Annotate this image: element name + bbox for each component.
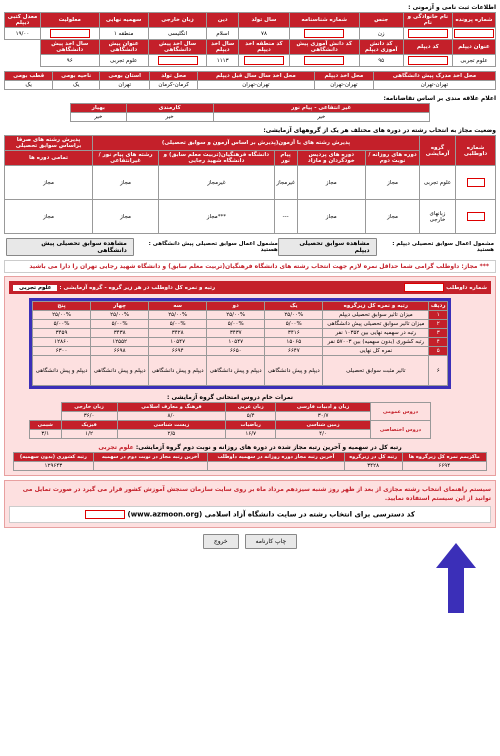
raw-general-label: دروس عمومی bbox=[371, 403, 431, 421]
results-cell-3-0: ۴ bbox=[429, 338, 448, 347]
interest-v-1: خیر bbox=[126, 113, 213, 122]
exit-button[interactable]: خروج bbox=[203, 534, 239, 549]
results-cell-1-2: ۵/۰۰% bbox=[265, 320, 323, 329]
col-group: گروه آزمایشی bbox=[420, 136, 456, 166]
col-id: شماره داوطلبی bbox=[456, 136, 496, 166]
results-cell-4-2: ۶۶۴۷ bbox=[265, 347, 323, 356]
lastrank-h-2: آخرین رتبه مجاز دوره روزانه در سهمیه داوطلب bbox=[208, 453, 345, 462]
diploma-label: مشمول اعمال سوابق تحصیلی دیپلم : هستید bbox=[392, 241, 494, 253]
raw-gh-2: فرهنگ و معارف اسلامی bbox=[117, 403, 226, 412]
results-cell-3-1: رتبه کشوری (بدون سهمیه) بین ۵۷۰۰۳ نفر bbox=[323, 338, 429, 347]
personal-h1-1: نام خانوادگی و نام bbox=[403, 13, 452, 28]
elig-val-0-4: مجاز bbox=[93, 166, 159, 200]
raw-sh-2: زیست شناسی bbox=[117, 421, 226, 430]
access-code-box bbox=[85, 510, 125, 519]
lastrank-v-0: ۶۶۹۴ bbox=[402, 462, 486, 471]
results-cell-2-0: ۳ bbox=[429, 329, 448, 338]
col-side: پذیرش رشته های صرفا براساس سوابق تحصیلی bbox=[5, 136, 93, 151]
footer-text: سیستم راهنمای انتخاب رشته مجازی از بعد از ظهر روز شنبه سیزدهم مرداد ماه بر روی سایت سازمان سنجش آموزش کشور قرار می گیرد در صورت تمایل می توانید از این سیستم استفاده نمایید. bbox=[22, 486, 491, 502]
personal-h1-6: زبان خارجی bbox=[148, 13, 207, 28]
results-cell-2-6: ۳۴۵۹ bbox=[33, 329, 91, 338]
personal-h2-2: کد دانش آموزی دیپلم bbox=[359, 40, 403, 55]
location-v-1: تهران-تهران bbox=[314, 81, 373, 90]
personal-title: اطلاعات ثبت نامی و آزمونی : bbox=[408, 4, 496, 11]
raw-sv-2: ۲/۵ bbox=[117, 430, 226, 439]
elig-val-0-1: مجاز bbox=[297, 166, 365, 200]
results-cell-2-4: ۳۴۲۸ bbox=[149, 329, 207, 338]
redacted-box bbox=[467, 212, 485, 221]
elig-sub-0: دوره های روزانه / نوبت دوم bbox=[366, 151, 420, 166]
raw-gv-0: ۳۰/۷ bbox=[276, 412, 371, 421]
location-h-0: محل اخذ مدرک پیش دانشگاهی bbox=[373, 72, 495, 81]
location-h-1: محل اخذ دیپلم bbox=[314, 72, 373, 81]
personal-h1-8: معلولیت bbox=[40, 13, 99, 28]
results-col-3: دو bbox=[207, 302, 265, 311]
personal-h1-7: سهمیه نهایی bbox=[99, 13, 148, 28]
results-col-1: رتبه و نمره کل زیرگروه bbox=[323, 302, 429, 311]
personal-h1-9: معدل کتبی دیپلم bbox=[5, 13, 41, 28]
elig-val-1-2: --- bbox=[274, 200, 297, 234]
personal-v1-1 bbox=[403, 28, 452, 40]
redacted-box bbox=[50, 29, 90, 38]
results-cell-1-6: ۵/۰۰% bbox=[33, 320, 91, 329]
last-rank-group: علوم تجربی bbox=[98, 444, 134, 451]
up-arrow-icon bbox=[436, 543, 476, 613]
interest-h-1: کارمندی bbox=[126, 104, 213, 113]
personal-h2-3: کد دانش آموزی پیش دانشگاهی bbox=[289, 40, 359, 55]
personal-h2-7: عنوان پیش دانشگاهی bbox=[99, 40, 148, 55]
table-row bbox=[33, 311, 448, 320]
results-cell-4-5: ۶۶۹۸ bbox=[91, 347, 149, 356]
personal-h1-2: جنس bbox=[359, 13, 403, 28]
results-table bbox=[29, 298, 451, 389]
eligibility-title: وضعیت مجاز به انتخاب رشته در دوره های مختلف هر یک از گروههای آزمایشی: bbox=[263, 127, 496, 134]
last-rank bbox=[13, 443, 487, 471]
personal-table bbox=[4, 12, 496, 67]
redacted-box bbox=[408, 56, 448, 65]
results-cell-4-6: ۶۳۰۰ bbox=[33, 347, 91, 356]
action-buttons bbox=[0, 534, 500, 549]
redacted-box bbox=[244, 56, 284, 65]
results-col-2: یک bbox=[265, 302, 323, 311]
location-h-2: محل اخذ سال سال قبل دیپلم bbox=[197, 72, 314, 81]
location-v-0: تهران-تهران bbox=[373, 81, 495, 90]
personal-v2-1 bbox=[403, 55, 452, 67]
elig-val-1-4: مجاز bbox=[93, 200, 159, 234]
redacted-box bbox=[467, 178, 485, 187]
raw-special-label: دروس اختصاصی bbox=[371, 421, 431, 439]
results-group: علوم تجربی bbox=[13, 285, 57, 291]
location-h-6: قطب بومی bbox=[5, 72, 53, 81]
results-cell-0-2: ۲۵/۰۰% bbox=[265, 311, 323, 320]
raw-sv-4: ۳/۱ bbox=[30, 430, 62, 439]
azmoon-link[interactable]: کد دسترسی برای انتخاب رشته در سایت دانشگاه آزاد اسلامی (www.azmoon.org) bbox=[127, 510, 415, 519]
results-cell-5-2: دیپلم و پیش دانشگاهی bbox=[265, 356, 323, 386]
table-row bbox=[33, 320, 448, 329]
interest-table bbox=[70, 103, 430, 122]
raw-sh-4: شیمی bbox=[30, 421, 62, 430]
results-cell-4-3: ۶۶۵۰ bbox=[207, 347, 265, 356]
results-panel bbox=[4, 276, 496, 476]
location-h-4: استان بومی bbox=[100, 72, 150, 81]
lastrank-h-0: ماکزیمم نمره کل زیرگروه ها bbox=[402, 453, 486, 462]
personal-v2-0: علوم تجربی bbox=[453, 55, 496, 67]
lastrank-v-4: ۱۲۹۶۴۳ bbox=[14, 462, 94, 471]
elig-sub-4: رشته های پیام نور / غیرانتفاعی bbox=[93, 151, 159, 166]
interest-v-2: خیر bbox=[71, 113, 127, 122]
raw-sh-0: زمین شناسی bbox=[276, 421, 371, 430]
results-header bbox=[9, 281, 491, 294]
personal-h2-5: سال اخذ دیپلم bbox=[207, 40, 239, 55]
personal-v1-8 bbox=[40, 28, 99, 40]
results-cell-5-5: دیپلم و پیش دانشگاهی bbox=[91, 356, 149, 386]
interest-v-0: خیر bbox=[213, 113, 429, 122]
table-row bbox=[33, 338, 448, 347]
results-cell-3-6: ۱۲۸۶۰ bbox=[33, 338, 91, 347]
raw-sv-0: ۴/۰ bbox=[276, 430, 371, 439]
raw-sv-1: ۱۶/۷ bbox=[226, 430, 276, 439]
location-v-3: کرمان-کرمان bbox=[150, 81, 197, 90]
raw-gh-1: زبان عربی bbox=[226, 403, 276, 412]
personal-h1-5: دین bbox=[207, 13, 239, 28]
elig-id-0 bbox=[456, 166, 496, 200]
raw-gv-2: ۸/۰ bbox=[117, 412, 226, 421]
personal-v2-3 bbox=[289, 55, 359, 67]
personal-v1-6: انگلیسی bbox=[148, 28, 207, 40]
results-title: رتبه و نمره کل داوطلب در هر زیر گروه - گروه آزمایشی : bbox=[59, 284, 216, 291]
personal-v1-3 bbox=[289, 28, 359, 40]
results-cell-1-5: ۵/۰۰% bbox=[91, 320, 149, 329]
table-row bbox=[33, 329, 448, 338]
redacted-box bbox=[454, 29, 494, 38]
elig-val-1-3: ***مجاز bbox=[159, 200, 275, 234]
elig-id-1 bbox=[456, 200, 496, 234]
personal-h2-1: کد دیپلم bbox=[403, 40, 452, 55]
redacted-box bbox=[304, 56, 344, 65]
lastrank-h-4: رتبه کشوری (بدون سهمیه) bbox=[14, 453, 94, 462]
table-row bbox=[33, 347, 448, 356]
results-cell-1-3: ۵/۰۰% bbox=[207, 320, 265, 329]
personal-v1-5: اسلام bbox=[207, 28, 239, 40]
location-h-3: محل تولد bbox=[150, 72, 197, 81]
results-cell-0-6: ۲۵/۰۰% bbox=[33, 311, 91, 320]
elig-side2: تمامی دوره ها bbox=[5, 151, 93, 166]
lastrank-v-2 bbox=[208, 462, 345, 471]
report-card bbox=[0, 3, 500, 756]
results-cell-3-5: ۱۲۵۵۲ bbox=[91, 338, 149, 347]
raw-sh-3: فیزیک bbox=[61, 421, 117, 430]
personal-v1-2: زن bbox=[359, 28, 403, 40]
personal-h1-0: شماره پرونده bbox=[453, 13, 496, 28]
last-rank-text: رتبه کل در سهمیه و آخرین رتبه مجاز شده در دوره های روزانه و نوبت دوم گروه آزمایشی: bbox=[135, 444, 402, 451]
results-cell-0-3: ۲۵/۰۰% bbox=[207, 311, 265, 320]
results-cell-3-3: ۱۰۵۴۷ bbox=[207, 338, 265, 347]
elig-sub-2: پیام نور bbox=[274, 151, 297, 166]
results-cell-3-4: ۱۰۵۴۷ bbox=[149, 338, 207, 347]
results-cell-3-2: ۱۵۰۶۵ bbox=[265, 338, 323, 347]
results-col-4: سه bbox=[149, 302, 207, 311]
personal-v2-7: علوم تجربی bbox=[99, 55, 148, 67]
results-cell-5-3: دیپلم و پیش دانشگاهی bbox=[207, 356, 265, 386]
results-cell-5-6: دیپلم و پیش دانشگاهی bbox=[33, 356, 91, 386]
results-cell-1-0: ۲ bbox=[429, 320, 448, 329]
eligibility-table bbox=[4, 135, 496, 234]
elig-val-1-0: مجاز bbox=[366, 200, 420, 234]
elig-val-0-3: غیرمجاز bbox=[159, 166, 275, 200]
results-cell-4-0: ۵ bbox=[429, 347, 448, 356]
results-cell-4-4: ۶۶۹۴ bbox=[149, 347, 207, 356]
results-cell-2-5: ۳۴۳۸ bbox=[91, 329, 149, 338]
personal-h2-6: سال اخذ پیش دانشگاهی bbox=[148, 40, 207, 55]
view-diploma-button[interactable]: مشاهده سوابق تحصیلی دیپلم bbox=[278, 238, 377, 256]
personal-v1-9: ۱۹/۰۰ bbox=[5, 28, 41, 40]
elig-name-0: علوم تجربی bbox=[420, 166, 456, 200]
view-prediploma-button[interactable]: مشاهده سوابق تحصیلی پیش دانشگاهی bbox=[6, 238, 134, 256]
id-label: شماره داوطلب bbox=[446, 285, 487, 291]
location-v-6: یک bbox=[5, 81, 53, 90]
location-v-5: یک bbox=[53, 81, 100, 90]
interest-title: اعلام علاقه مندی بر اساس تقاضانامه: bbox=[383, 95, 496, 102]
elig-sub-1: دوره های پردیس خودگردان و مازاد bbox=[297, 151, 365, 166]
results-cell-0-0: ۱ bbox=[429, 311, 448, 320]
results-cell-5-4: دیپلم و پیش دانشگاهی bbox=[149, 356, 207, 386]
results-col-6: پنج bbox=[33, 302, 91, 311]
elig-val-1-1: مجاز bbox=[297, 200, 365, 234]
table-row bbox=[33, 356, 448, 386]
results-cell-1-1: میزان تاثیر سوابق تحصیلی پیش دانشگاهی bbox=[323, 320, 429, 329]
personal-v2-4 bbox=[239, 55, 290, 67]
personal-v2-6 bbox=[148, 55, 207, 67]
elig-val-1-5: مجاز bbox=[5, 200, 93, 234]
personal-v2-5: ۱۱۱۳ bbox=[207, 55, 239, 67]
redacted-box bbox=[408, 29, 448, 38]
results-col-0: ردیف bbox=[429, 302, 448, 311]
lastrank-v-3 bbox=[93, 462, 207, 471]
personal-h2-0: عنوان دیپلم bbox=[453, 40, 496, 55]
interest-h-2: بهیار bbox=[71, 104, 127, 113]
azmoon-link-box bbox=[9, 506, 491, 523]
redacted-box bbox=[304, 29, 344, 38]
prediploma-label: مشمول اعمال سوابق تحصیلی پیش دانشگاهی : هستید bbox=[148, 241, 278, 253]
raw-gh-3: زبان خارجی bbox=[61, 403, 117, 412]
lastrank-v-1: ۳۴۲۸ bbox=[344, 462, 402, 471]
personal-v1-7: منطقه ۱ bbox=[99, 28, 148, 40]
results-cell-4-1: نمره کل نهایی bbox=[323, 347, 429, 356]
results-cell-1-4: ۵/۰۰% bbox=[149, 320, 207, 329]
personal-h2-4: کد منطقه اخذ دیپلم bbox=[239, 40, 290, 55]
results-cell-0-4: ۲۵/۰۰% bbox=[149, 311, 207, 320]
raw-sv-3: ۱/۲ bbox=[61, 430, 117, 439]
lastrank-h-3: آخرین رتبه مجاز در نوبت دوم در سهمیه bbox=[93, 453, 207, 462]
location-table bbox=[4, 71, 496, 90]
last-rank-title bbox=[13, 443, 487, 452]
results-col-5: چهار bbox=[91, 302, 149, 311]
personal-v2-2: ۹۵ bbox=[359, 55, 403, 67]
personal-h1-3: شماره شناسنامه bbox=[289, 13, 359, 28]
raw-title: نمرات خام دروس امتحانی گروه آزمایشی : bbox=[166, 394, 294, 401]
results-cell-5-0: ۶ bbox=[429, 356, 448, 386]
personal-h1-4: سال تولد bbox=[239, 13, 290, 28]
personal-v2-8: ۹۶ bbox=[40, 55, 99, 67]
elig-val-0-0: مجاز bbox=[366, 166, 420, 200]
lastrank-h-1: رتبه کل در زیرگروه bbox=[344, 453, 402, 462]
personal-h2-8: سال اخذ پیش دانشگاهی bbox=[40, 40, 99, 55]
redacted-box bbox=[158, 56, 198, 65]
id-value-box bbox=[404, 283, 444, 292]
elig-sub-3: دانشگاه فرهنگیان(تربیت معلم سابق) و دانشگاه شهید رجایی bbox=[159, 151, 275, 166]
elig-name-1: زبانهای خارجی bbox=[420, 200, 456, 234]
results-cell-2-3: ۳۴۳۷ bbox=[207, 329, 265, 338]
results-cell-2-1: رتبه در سهمیه نهایی بین ۱۰۳۵۲ نفر bbox=[323, 329, 429, 338]
raw-gh-0: زبان و ادبیات فارسی bbox=[276, 403, 371, 412]
raw-gv-3: ۳۶/۰ bbox=[61, 412, 117, 421]
raw-scores bbox=[29, 393, 431, 439]
elig-val-0-5: مجاز bbox=[5, 166, 93, 200]
raw-sh-1: ریاضیات bbox=[226, 421, 276, 430]
elig-val-0-2: غیرمجاز bbox=[274, 166, 297, 200]
location-v-4: تهران bbox=[100, 81, 150, 90]
eligibility-note: *** مجاز: داوطلب گرامی شما حداقل نمره لازم جهت انتخاب رشته های دانشگاه فرهنگیان(تربیت معلم سابق) و دانشگاه شهید رجایی تهران را دارا می باشید bbox=[4, 260, 496, 273]
col-main: پذیرش رشته های با آزمون(پذیرش بر اساس آزمون و سوابق تحصیلی) bbox=[93, 136, 420, 151]
results-cell-0-5: ۲۵/۰۰% bbox=[91, 311, 149, 320]
records-bar bbox=[6, 238, 494, 256]
footer-panel bbox=[4, 480, 496, 528]
personal-v1-0 bbox=[453, 28, 496, 40]
results-cell-2-2: ۳۴۱۶ bbox=[265, 329, 323, 338]
personal-v1-4: ۷۸ bbox=[239, 28, 290, 40]
location-h-5: ناحیه بومی bbox=[53, 72, 100, 81]
results-cell-0-1: میزان تاثیر سوابق تحصیلی دیپلم bbox=[323, 311, 429, 320]
location-v-2: تهران-تهران bbox=[197, 81, 314, 90]
interest-h-0: غیر انتفاعی - پیام نور bbox=[213, 104, 429, 113]
print-button[interactable]: چاپ کارنامه bbox=[245, 534, 298, 549]
results-cell-5-1: تاثیر مثبت سوابق تحصیلی bbox=[323, 356, 429, 386]
raw-gv-1: ۵/۴ bbox=[226, 412, 276, 421]
